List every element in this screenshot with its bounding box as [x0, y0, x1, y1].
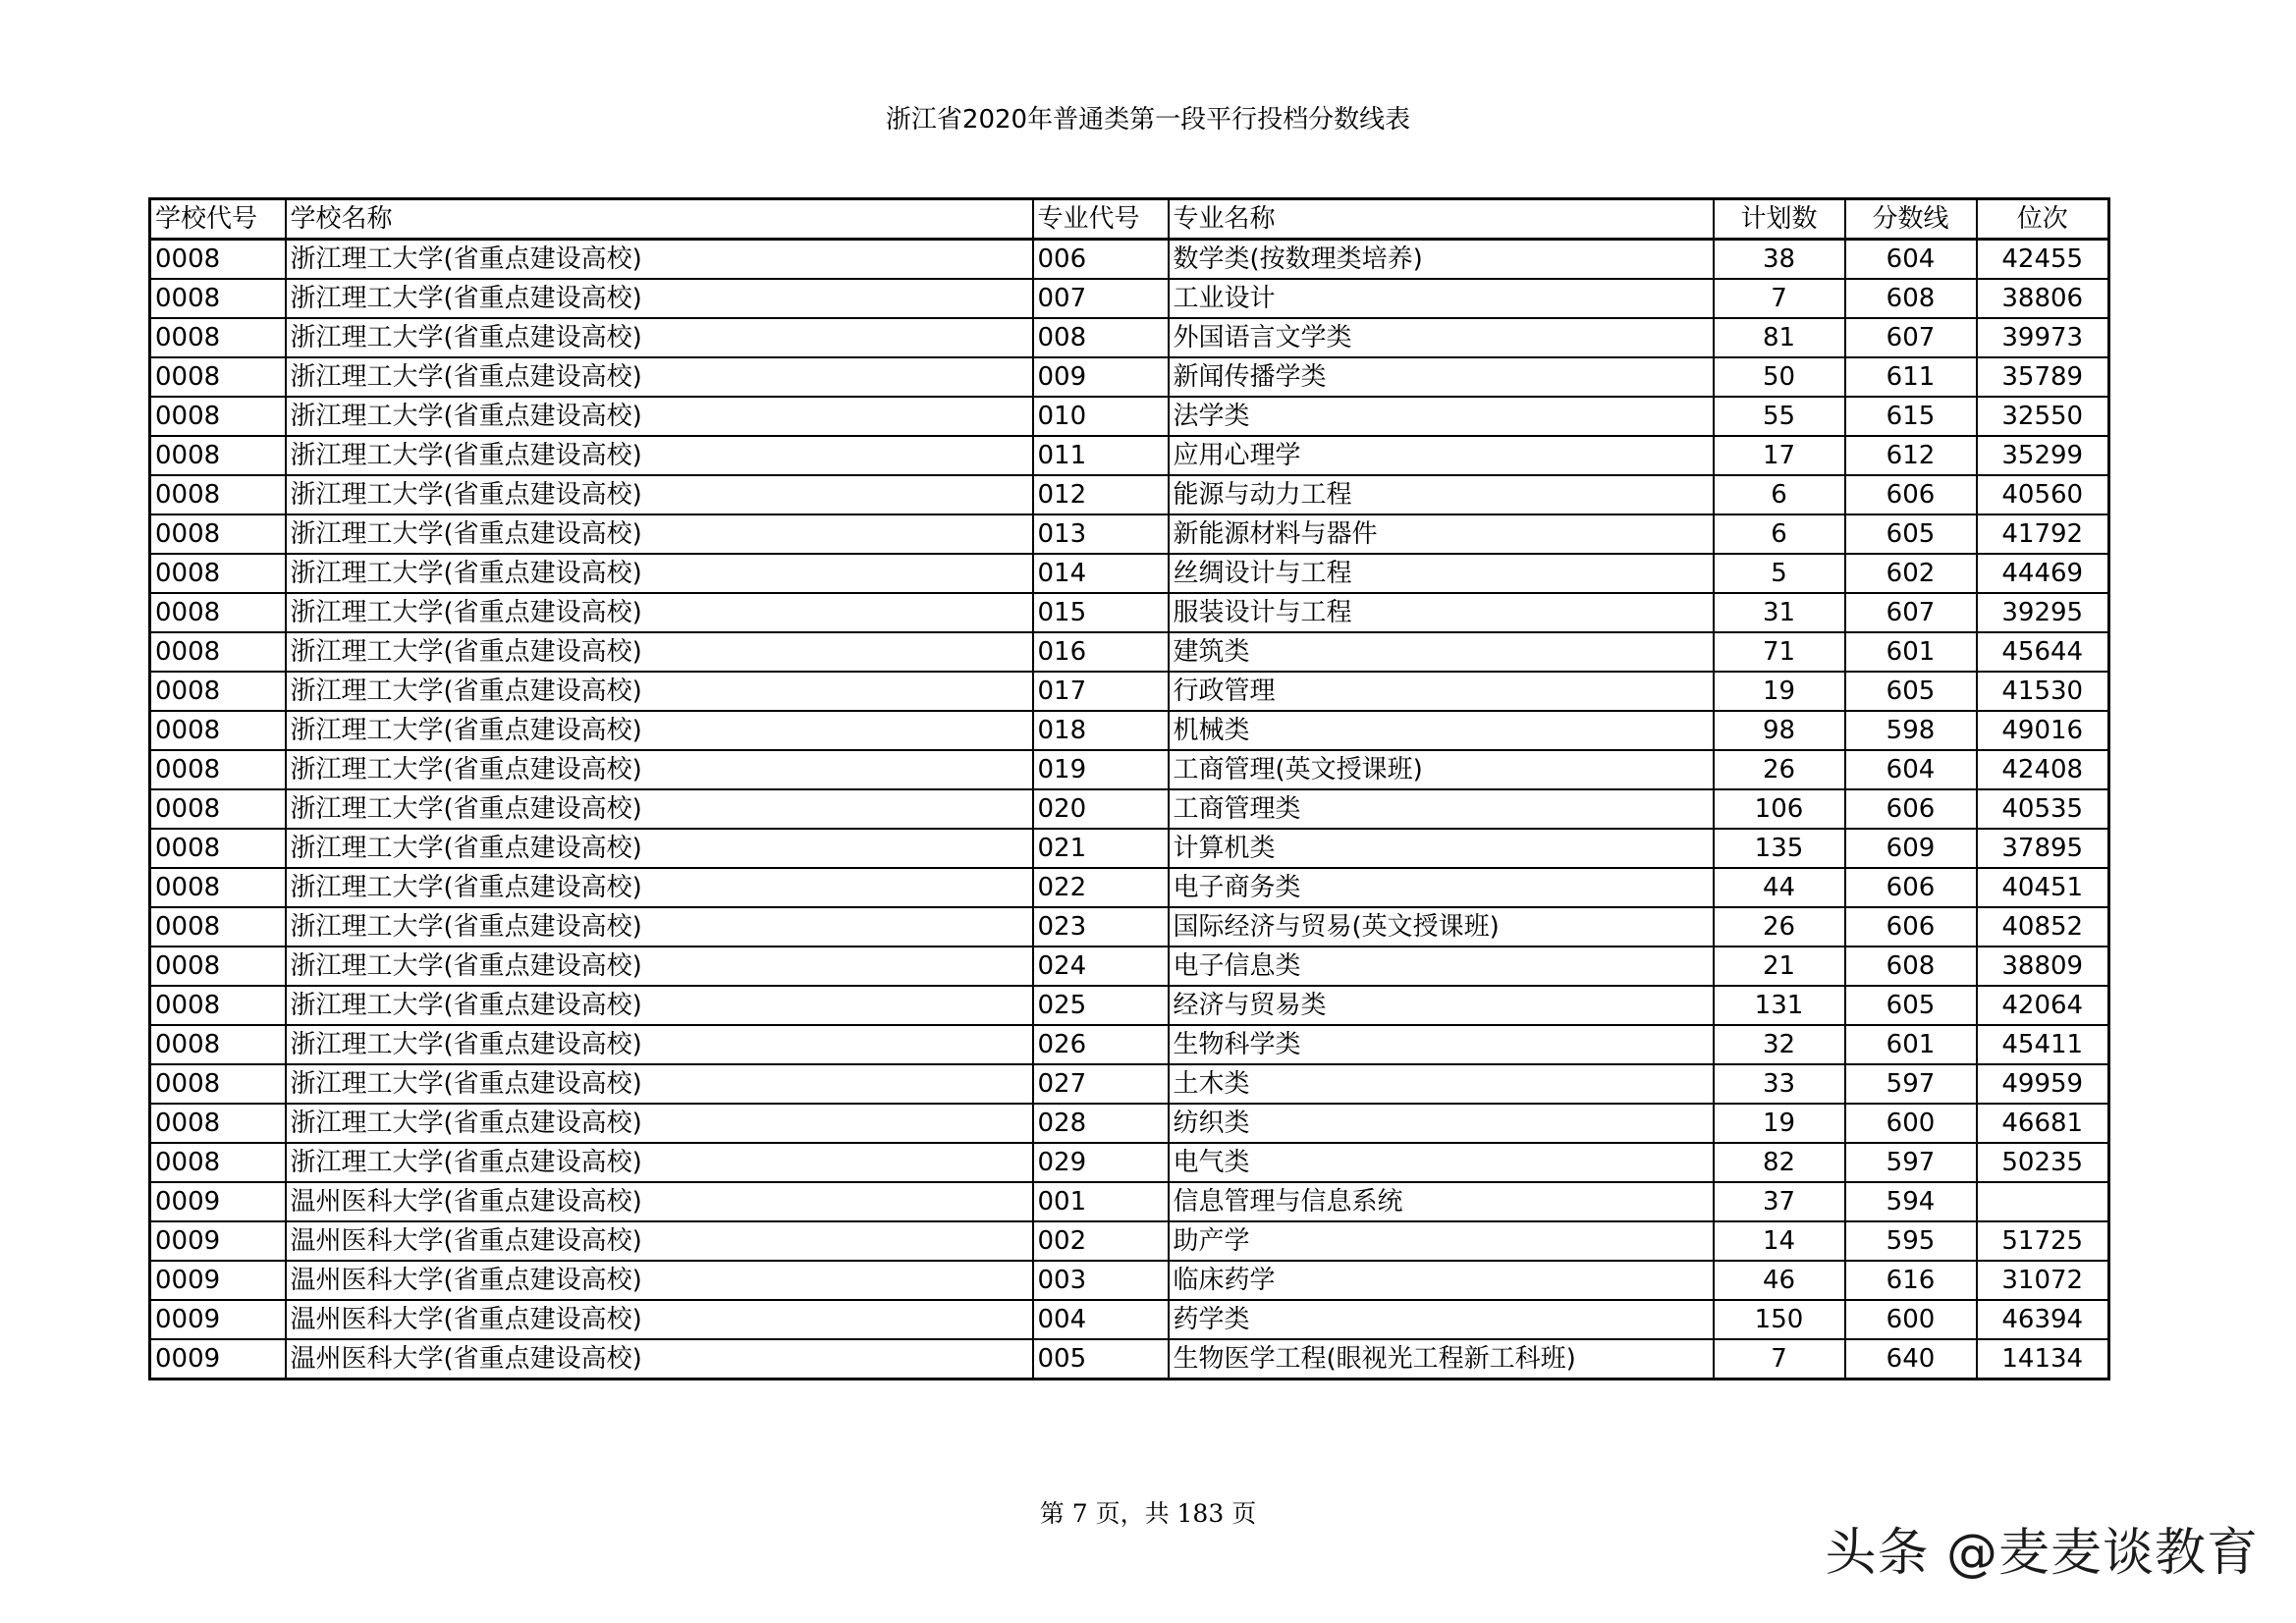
cell-rank: 49959 — [1977, 1064, 2109, 1104]
table-row — [150, 829, 2109, 868]
cell-score-line: 640 — [1845, 1339, 1977, 1380]
cell-rank: 42408 — [1977, 750, 2109, 789]
cell-school-name: 浙江理工大学(省重点建设高校) — [286, 279, 1033, 318]
cell-rank: 41530 — [1977, 672, 2109, 711]
table-row — [150, 1104, 2109, 1143]
cell-score-line: 604 — [1845, 750, 1977, 789]
cell-major-name: 丝绸设计与工程 — [1169, 554, 1714, 593]
cell-plan-count: 14 — [1714, 1221, 1845, 1261]
cell-major-name: 机械类 — [1169, 711, 1714, 750]
cell-school-name: 浙江理工大学(省重点建设高校) — [286, 1104, 1033, 1143]
cell-major-name: 建筑类 — [1169, 632, 1714, 672]
table-row — [150, 1300, 2109, 1339]
cell-major-name: 土木类 — [1169, 1064, 1714, 1104]
cell-school-code: 0008 — [150, 829, 286, 868]
table-row — [150, 947, 2109, 986]
cell-major-code: 028 — [1033, 1104, 1169, 1143]
cell-major-code: 022 — [1033, 868, 1169, 907]
cell-school-name: 浙江理工大学(省重点建设高校) — [286, 947, 1033, 986]
table-row — [150, 1339, 2109, 1380]
cell-rank: 40451 — [1977, 868, 2109, 907]
cell-major-name: 计算机类 — [1169, 829, 1714, 868]
cell-school-name: 浙江理工大学(省重点建设高校) — [286, 240, 1033, 280]
table-row — [150, 1182, 2109, 1221]
cell-rank: 38809 — [1977, 947, 2109, 986]
cell-major-code: 013 — [1033, 514, 1169, 554]
page-title: 浙江省2020年普通类第一段平行投档分数线表 — [885, 105, 1411, 135]
table-row — [150, 711, 2109, 750]
cell-plan-count: 55 — [1714, 397, 1845, 436]
cell-plan-count: 7 — [1714, 1339, 1845, 1380]
cell-school-code: 0008 — [150, 240, 286, 280]
cell-rank: 14134 — [1977, 1339, 2109, 1380]
cell-plan-count: 19 — [1714, 1104, 1845, 1143]
header-school-code: 学校代号 — [150, 199, 286, 240]
cell-school-code: 0008 — [150, 750, 286, 789]
cell-rank: 32550 — [1977, 397, 2109, 436]
cell-school-name: 浙江理工大学(省重点建设高校) — [286, 632, 1033, 672]
header-rank: 位次 — [1977, 199, 2109, 240]
cell-school-name: 温州医科大学(省重点建设高校) — [286, 1339, 1033, 1380]
cell-major-name: 药学类 — [1169, 1300, 1714, 1339]
cell-score-line: 616 — [1845, 1261, 1977, 1300]
cell-major-code: 004 — [1033, 1300, 1169, 1339]
cell-rank: 44469 — [1977, 554, 2109, 593]
cell-plan-count: 38 — [1714, 240, 1845, 280]
cell-major-code: 015 — [1033, 593, 1169, 632]
cell-rank: 42455 — [1977, 240, 2109, 280]
cell-school-name: 温州医科大学(省重点建设高校) — [286, 1300, 1033, 1339]
cell-major-code: 025 — [1033, 986, 1169, 1025]
cell-school-name: 浙江理工大学(省重点建设高校) — [286, 475, 1033, 514]
cell-score-line: 609 — [1845, 829, 1977, 868]
cell-major-code: 016 — [1033, 632, 1169, 672]
header-major-code: 专业代号 — [1033, 199, 1169, 240]
cell-plan-count: 71 — [1714, 632, 1845, 672]
cell-rank: 41792 — [1977, 514, 2109, 554]
cell-school-code: 0008 — [150, 318, 286, 357]
cell-major-code: 020 — [1033, 789, 1169, 829]
cell-major-code: 003 — [1033, 1261, 1169, 1300]
cell-rank: 31072 — [1977, 1261, 2109, 1300]
cell-plan-count: 33 — [1714, 1064, 1845, 1104]
cell-major-code: 018 — [1033, 711, 1169, 750]
cell-score-line: 594 — [1845, 1182, 1977, 1221]
cell-rank: 40535 — [1977, 789, 2109, 829]
table-row — [150, 986, 2109, 1025]
cell-major-code: 019 — [1033, 750, 1169, 789]
cell-school-code: 0008 — [150, 868, 286, 907]
cell-rank: 50235 — [1977, 1143, 2109, 1182]
cell-plan-count: 98 — [1714, 711, 1845, 750]
cell-school-code: 0008 — [150, 1025, 286, 1064]
cell-school-code: 0008 — [150, 1104, 286, 1143]
cell-school-code: 0008 — [150, 789, 286, 829]
cell-school-code: 0009 — [150, 1300, 286, 1339]
cell-school-name: 浙江理工大学(省重点建设高校) — [286, 672, 1033, 711]
cell-school-name: 浙江理工大学(省重点建设高校) — [286, 357, 1033, 397]
cell-rank: 46394 — [1977, 1300, 2109, 1339]
cell-major-name: 生物科学类 — [1169, 1025, 1714, 1064]
cell-major-name: 国际经济与贸易(英文授课班) — [1169, 907, 1714, 947]
header-plan-count: 计划数 — [1714, 199, 1845, 240]
cell-school-name: 浙江理工大学(省重点建设高校) — [286, 829, 1033, 868]
page-number: 第 7 页，共 183 页 — [1039, 1499, 1257, 1528]
table-row — [150, 436, 2109, 475]
table-header-row — [150, 199, 2109, 240]
cell-major-code: 021 — [1033, 829, 1169, 868]
cell-plan-count: 106 — [1714, 789, 1845, 829]
cell-school-name: 浙江理工大学(省重点建设高校) — [286, 554, 1033, 593]
cell-school-code: 0008 — [150, 475, 286, 514]
cell-school-code: 0008 — [150, 986, 286, 1025]
cell-plan-count: 46 — [1714, 1261, 1845, 1300]
cell-plan-count: 32 — [1714, 1025, 1845, 1064]
cell-score-line: 606 — [1845, 868, 1977, 907]
cell-rank: 42064 — [1977, 986, 2109, 1025]
cell-major-code: 012 — [1033, 475, 1169, 514]
cell-school-code: 0008 — [150, 397, 286, 436]
table-row — [150, 1221, 2109, 1261]
cell-major-name: 电子信息类 — [1169, 947, 1714, 986]
table-row — [150, 475, 2109, 514]
cell-score-line: 606 — [1845, 789, 1977, 829]
cell-plan-count: 81 — [1714, 318, 1845, 357]
table-row — [150, 1025, 2109, 1064]
cell-major-name: 临床药学 — [1169, 1261, 1714, 1300]
cell-score-line: 607 — [1845, 593, 1977, 632]
cell-school-name: 浙江理工大学(省重点建设高校) — [286, 868, 1033, 907]
cell-school-name: 浙江理工大学(省重点建设高校) — [286, 514, 1033, 554]
cell-plan-count: 50 — [1714, 357, 1845, 397]
cell-rank: 49016 — [1977, 711, 2109, 750]
cell-school-name: 浙江理工大学(省重点建设高校) — [286, 397, 1033, 436]
cell-plan-count: 26 — [1714, 750, 1845, 789]
cell-school-code: 0008 — [150, 279, 286, 318]
table-row — [150, 318, 2109, 357]
cell-major-code: 007 — [1033, 279, 1169, 318]
cell-score-line: 600 — [1845, 1104, 1977, 1143]
watermark: 头条 @麦麦谈教育 — [1825, 1524, 2259, 1583]
cell-plan-count: 131 — [1714, 986, 1845, 1025]
cell-major-code: 029 — [1033, 1143, 1169, 1182]
cell-score-line: 604 — [1845, 240, 1977, 280]
cell-major-name: 新能源材料与器件 — [1169, 514, 1714, 554]
cell-major-name: 能源与动力工程 — [1169, 475, 1714, 514]
cell-plan-count: 31 — [1714, 593, 1845, 632]
cell-rank: 40560 — [1977, 475, 2109, 514]
cell-major-code: 011 — [1033, 436, 1169, 475]
cell-plan-count: 21 — [1714, 947, 1845, 986]
cell-plan-count: 5 — [1714, 554, 1845, 593]
cell-score-line: 597 — [1845, 1143, 1977, 1182]
cell-score-line: 612 — [1845, 436, 1977, 475]
cell-score-line: 597 — [1845, 1064, 1977, 1104]
cell-rank: 38806 — [1977, 279, 2109, 318]
table-row — [150, 554, 2109, 593]
cell-score-line: 605 — [1845, 986, 1977, 1025]
table-body — [150, 240, 2109, 1380]
table-row — [150, 789, 2109, 829]
cell-score-line: 595 — [1845, 1221, 1977, 1261]
cell-school-name: 温州医科大学(省重点建设高校) — [286, 1221, 1033, 1261]
cell-plan-count: 44 — [1714, 868, 1845, 907]
header-major-name: 专业名称 — [1169, 199, 1714, 240]
cell-school-name: 浙江理工大学(省重点建设高校) — [286, 789, 1033, 829]
cell-major-code: 017 — [1033, 672, 1169, 711]
cell-school-code: 0008 — [150, 357, 286, 397]
cell-school-code: 0008 — [150, 947, 286, 986]
cell-school-code: 0008 — [150, 672, 286, 711]
cell-school-code: 0008 — [150, 554, 286, 593]
cell-score-line: 601 — [1845, 632, 1977, 672]
cell-plan-count: 135 — [1714, 829, 1845, 868]
cell-school-code: 0008 — [150, 907, 286, 947]
cell-plan-count: 37 — [1714, 1182, 1845, 1221]
cell-plan-count: 82 — [1714, 1143, 1845, 1182]
cell-major-name: 应用心理学 — [1169, 436, 1714, 475]
cell-plan-count: 17 — [1714, 436, 1845, 475]
cell-school-code: 0008 — [150, 1064, 286, 1104]
header-score-line: 分数线 — [1845, 199, 1977, 240]
cell-rank: 39295 — [1977, 593, 2109, 632]
cell-major-code: 027 — [1033, 1064, 1169, 1104]
cell-major-name: 服装设计与工程 — [1169, 593, 1714, 632]
cell-rank: 45644 — [1977, 632, 2109, 672]
cell-score-line: 608 — [1845, 947, 1977, 986]
cell-school-name: 浙江理工大学(省重点建设高校) — [286, 986, 1033, 1025]
cell-school-code: 0008 — [150, 593, 286, 632]
cell-score-line: 611 — [1845, 357, 1977, 397]
cell-major-name: 行政管理 — [1169, 672, 1714, 711]
cell-rank: 35299 — [1977, 436, 2109, 475]
cell-rank: 46681 — [1977, 1104, 2109, 1143]
cell-major-name: 数学类(按数理类培养) — [1169, 240, 1714, 280]
cell-plan-count: 6 — [1714, 475, 1845, 514]
table-row — [150, 672, 2109, 711]
cell-major-code: 024 — [1033, 947, 1169, 986]
cell-school-name: 浙江理工大学(省重点建设高校) — [286, 1143, 1033, 1182]
cell-school-name: 浙江理工大学(省重点建设高校) — [286, 750, 1033, 789]
cell-plan-count: 26 — [1714, 907, 1845, 947]
cell-major-name: 纺织类 — [1169, 1104, 1714, 1143]
cell-major-name: 法学类 — [1169, 397, 1714, 436]
cell-school-name: 浙江理工大学(省重点建设高校) — [286, 318, 1033, 357]
table-row — [150, 279, 2109, 318]
cell-plan-count: 6 — [1714, 514, 1845, 554]
cell-major-name: 工业设计 — [1169, 279, 1714, 318]
cell-school-name: 浙江理工大学(省重点建设高校) — [286, 711, 1033, 750]
cell-score-line: 598 — [1845, 711, 1977, 750]
cell-major-code: 014 — [1033, 554, 1169, 593]
cell-major-name: 经济与贸易类 — [1169, 986, 1714, 1025]
cell-rank: 40852 — [1977, 907, 2109, 947]
cell-major-name: 生物医学工程(眼视光工程新工科班) — [1169, 1339, 1714, 1380]
cell-rank: 35789 — [1977, 357, 2109, 397]
cell-major-code: 023 — [1033, 907, 1169, 947]
cell-score-line: 605 — [1845, 514, 1977, 554]
cell-school-name: 浙江理工大学(省重点建设高校) — [286, 593, 1033, 632]
cell-major-name: 助产学 — [1169, 1221, 1714, 1261]
table-row — [150, 397, 2109, 436]
cell-score-line: 606 — [1845, 907, 1977, 947]
cell-school-code: 0008 — [150, 514, 286, 554]
cell-score-line: 608 — [1845, 279, 1977, 318]
cell-major-code: 002 — [1033, 1221, 1169, 1261]
cell-major-code: 001 — [1033, 1182, 1169, 1221]
table-row — [150, 868, 2109, 907]
cell-major-name: 工商管理类 — [1169, 789, 1714, 829]
table-row — [150, 1143, 2109, 1182]
table-row — [150, 514, 2109, 554]
cell-major-name: 电子商务类 — [1169, 868, 1714, 907]
cell-score-line: 605 — [1845, 672, 1977, 711]
cell-plan-count: 7 — [1714, 279, 1845, 318]
cell-school-name: 温州医科大学(省重点建设高校) — [286, 1261, 1033, 1300]
table-row — [150, 750, 2109, 789]
cell-school-name: 浙江理工大学(省重点建设高校) — [286, 907, 1033, 947]
cell-plan-count: 150 — [1714, 1300, 1845, 1339]
cell-plan-count: 19 — [1714, 672, 1845, 711]
cell-score-line: 600 — [1845, 1300, 1977, 1339]
cell-rank: 45411 — [1977, 1025, 2109, 1064]
cell-school-code: 0008 — [150, 632, 286, 672]
cell-major-name: 电气类 — [1169, 1143, 1714, 1182]
table-row — [150, 632, 2109, 672]
cell-score-line: 607 — [1845, 318, 1977, 357]
cell-school-name: 浙江理工大学(省重点建设高校) — [286, 1025, 1033, 1064]
cell-school-code: 0008 — [150, 711, 286, 750]
cell-major-name: 外国语言文学类 — [1169, 318, 1714, 357]
cell-major-code: 009 — [1033, 357, 1169, 397]
cell-rank: 37895 — [1977, 829, 2109, 868]
table-row — [150, 593, 2109, 632]
header-school-name: 学校名称 — [286, 199, 1033, 240]
cell-school-code: 0009 — [150, 1221, 286, 1261]
cell-major-name: 工商管理(英文授课班) — [1169, 750, 1714, 789]
cell-major-code: 006 — [1033, 240, 1169, 280]
cell-major-code: 010 — [1033, 397, 1169, 436]
cell-school-name: 浙江理工大学(省重点建设高校) — [286, 436, 1033, 475]
cell-school-name: 浙江理工大学(省重点建设高校) — [286, 1064, 1033, 1104]
cell-major-code: 005 — [1033, 1339, 1169, 1380]
table-row — [150, 907, 2109, 947]
cell-school-code: 0008 — [150, 1143, 286, 1182]
cell-school-code: 0008 — [150, 436, 286, 475]
cell-school-code: 0009 — [150, 1261, 286, 1300]
table-row — [150, 1064, 2109, 1104]
score-table — [148, 197, 2110, 1380]
cell-rank — [1977, 1182, 2109, 1221]
cell-major-code: 008 — [1033, 318, 1169, 357]
cell-score-line: 601 — [1845, 1025, 1977, 1064]
cell-score-line: 602 — [1845, 554, 1977, 593]
cell-rank: 51725 — [1977, 1221, 2109, 1261]
cell-major-name: 信息管理与信息系统 — [1169, 1182, 1714, 1221]
cell-school-code: 0009 — [150, 1339, 286, 1380]
cell-rank: 39973 — [1977, 318, 2109, 357]
table-row — [150, 240, 2109, 280]
cell-score-line: 615 — [1845, 397, 1977, 436]
cell-school-code: 0009 — [150, 1182, 286, 1221]
cell-score-line: 606 — [1845, 475, 1977, 514]
table-row — [150, 357, 2109, 397]
cell-major-code: 026 — [1033, 1025, 1169, 1064]
cell-school-name: 温州医科大学(省重点建设高校) — [286, 1182, 1033, 1221]
table-row — [150, 1261, 2109, 1300]
cell-major-name: 新闻传播学类 — [1169, 357, 1714, 397]
